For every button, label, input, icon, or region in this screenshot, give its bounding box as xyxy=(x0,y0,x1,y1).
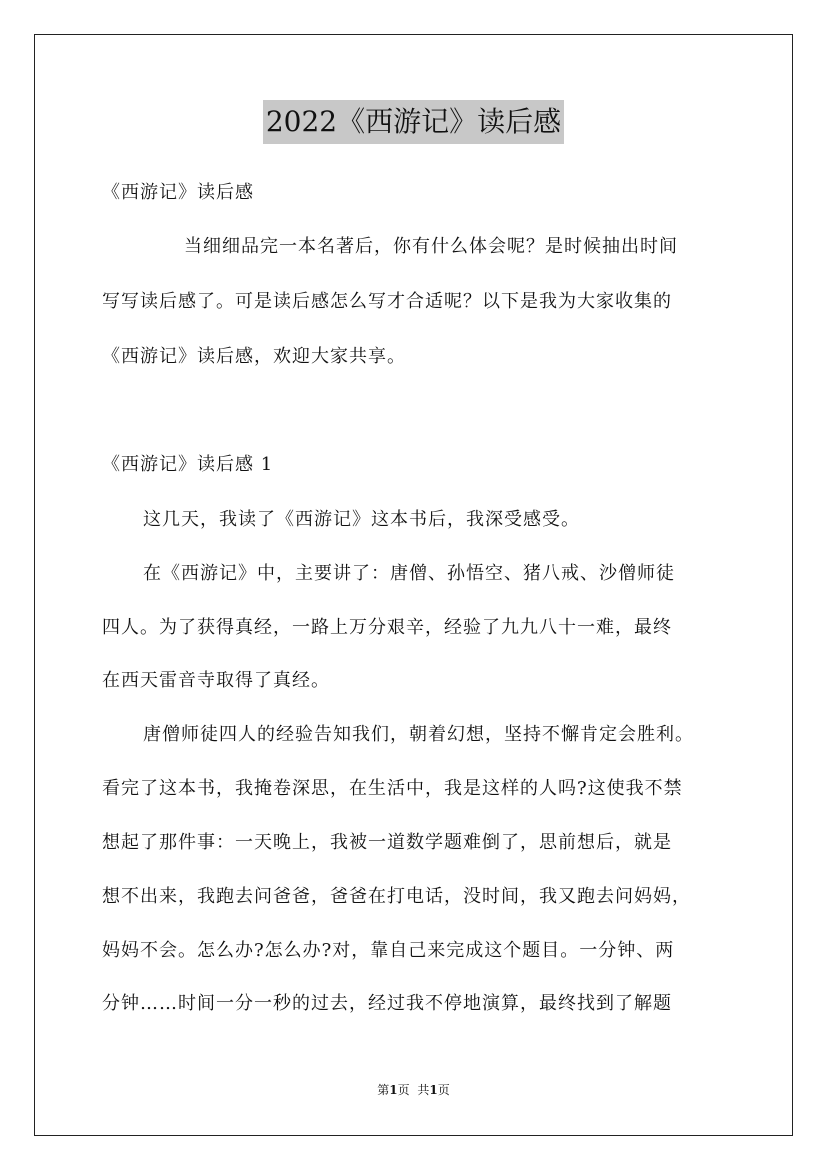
footer-page-prefix: 第 xyxy=(377,1083,390,1097)
page-footer xyxy=(0,1082,827,1098)
footer-page-number: 1 xyxy=(389,1083,398,1097)
body-line-8: 想不出来，我跑去问爸爸，爸爸在打电话，没时间，我又跑去问妈妈， xyxy=(102,886,691,907)
document-title-block xyxy=(0,100,827,144)
body-line-10: 分钟……时间一分一秒的过去，经过我不停地演算，最终找到了解题 xyxy=(102,993,672,1014)
footer-page-suffix: 页 xyxy=(397,1083,410,1097)
intro-line-1: 当细细品完一本名著后，你有什么体会呢？是时候抽出时间 xyxy=(184,236,678,257)
body-line-5: 唐僧师徒四人的经验告知我们，朝着幻想，坚持不懈肯定会胜利。 xyxy=(143,724,694,745)
body-line-1: 这几天，我读了《西游记》这本书后，我深受感受。 xyxy=(143,509,580,530)
footer-total-number: 1 xyxy=(429,1083,438,1097)
body-line-3: 四人。为了获得真经，一路上万分艰辛，经验了九九八十一难，最终 xyxy=(102,617,672,638)
body-line-2: 在《西游记》中，主要讲了：唐僧、孙悟空、猪八戒、沙僧师徒 xyxy=(143,563,675,584)
body-line-6: 看完了这本书，我掩卷深思，在生活中，我是这样的人吗?这使我不禁 xyxy=(102,778,683,799)
body-line-4: 在西天雷音寺取得了真经。 xyxy=(102,670,330,691)
body-line-9: 妈妈不会。怎么办?怎么办?对，靠自己来完成这个题目。一分钟、两 xyxy=(102,940,675,961)
footer-total-prefix: 共 xyxy=(417,1083,430,1097)
subtitle: 《西游记》读后感 xyxy=(102,182,254,203)
document-title: 2022《西游记》读后感 xyxy=(263,100,564,144)
body-line-7: 想起了那件事：一天晚上，我被一道数学题难倒了，思前想后，就是 xyxy=(102,832,672,853)
section-heading: 《西游记》读后感 1 xyxy=(102,454,274,475)
footer-total-suffix: 页 xyxy=(437,1083,450,1097)
intro-line-2: 写写读后感了。可是读后感怎么写才合适呢？以下是我为大家收集的 xyxy=(102,291,672,312)
intro-line-3: 《西游记》读后感，欢迎大家共享。 xyxy=(102,346,406,367)
